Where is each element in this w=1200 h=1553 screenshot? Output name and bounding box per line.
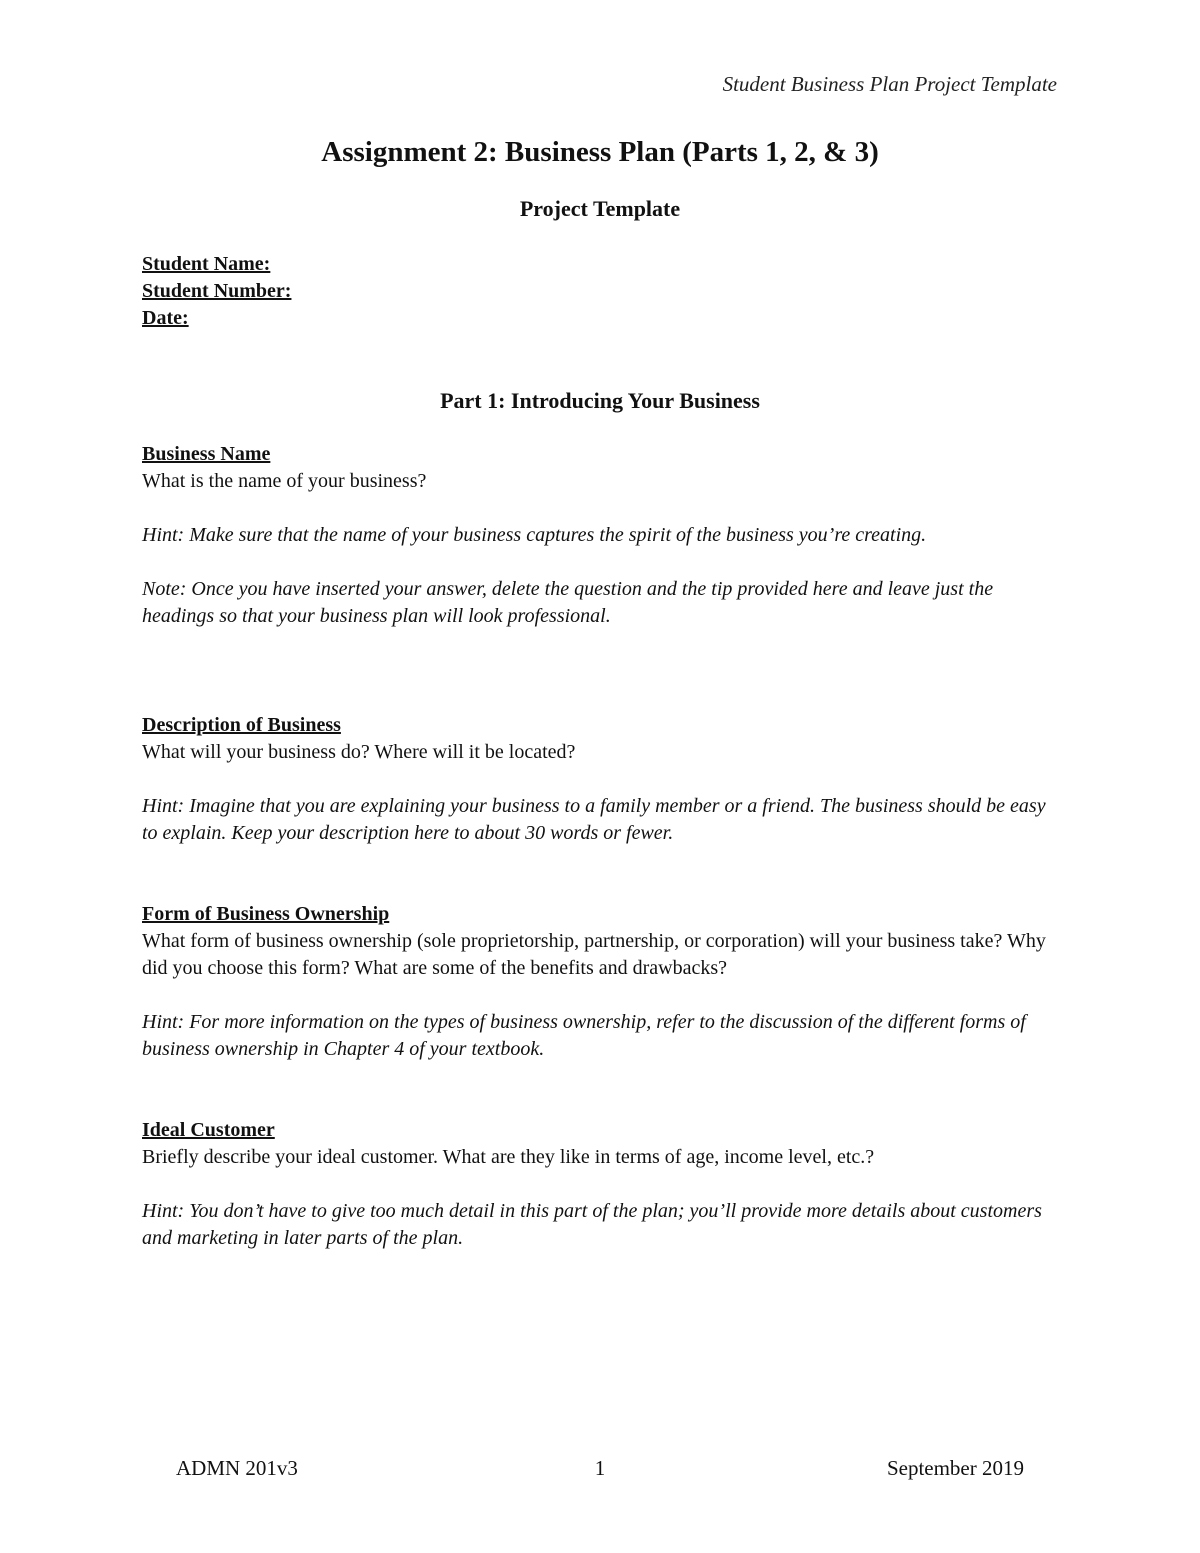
- section-heading: Description of Business: [142, 714, 341, 736]
- footer-date: September 2019: [886, 1456, 1024, 1480]
- section-form-of-ownership: [142, 901, 1062, 1063]
- section-description-of-business: [142, 712, 1062, 847]
- document-subtitle: Project Template: [519, 196, 681, 221]
- student-info-fields: [142, 251, 291, 332]
- section-question: What is the name of your business?: [142, 470, 427, 492]
- section-question: What form of business ownership (sole proprietorship, partnership, or corporation) will your business take? Why did you choose this form? What are some of the benefits and drawbacks?: [142, 930, 1046, 979]
- section-hint: Hint: Make sure that the name of your business captures the spirit of the business you’re creating.: [142, 524, 927, 546]
- section-ideal-customer: [142, 1117, 1062, 1252]
- document-title: Assignment 2: Business Plan (Parts 1, 2, & 3): [321, 136, 879, 168]
- student-number-label: Student Number:: [142, 280, 292, 302]
- section-heading: Business Name: [142, 443, 271, 465]
- section-question: Briefly describe your ideal customer. What are they like in terms of age, income level, etc.?: [142, 1146, 875, 1168]
- running-header: Student Business Plan Project Template: [722, 72, 1057, 96]
- section-heading: Ideal Customer: [142, 1119, 275, 1141]
- footer-page-number: 1: [594, 1456, 606, 1480]
- section-hint: Hint: You don’t have to give too much detail in this part of the plan; you’ll provide more details about customers and marketing in later parts of the plan.: [142, 1200, 1042, 1249]
- student-name-label: Student Name:: [142, 253, 271, 275]
- section-note: Note: Once you have inserted your answer, delete the question and the tip provided here and leave just the headings so that your business plan will look professional.: [142, 578, 994, 627]
- date-label: Date:: [142, 307, 189, 329]
- part-heading: Part 1: Introducing Your Business: [440, 388, 760, 413]
- section-hint: Hint: Imagine that you are explaining your business to a family member or a friend. The business should be easy to explain. Keep your description here to about 30 words or fewer.: [142, 795, 1046, 844]
- section-heading: Form of Business Ownership: [142, 903, 390, 925]
- section-business-name: [142, 441, 1062, 630]
- section-question: What will your business do? Where will it be located?: [142, 741, 576, 763]
- section-hint: Hint: For more information on the types of business ownership, refer to the discussion of the different forms of business ownership in Chapter 4 of your textbook.: [142, 1011, 1026, 1060]
- footer-course: ADMN 201v3: [176, 1456, 298, 1480]
